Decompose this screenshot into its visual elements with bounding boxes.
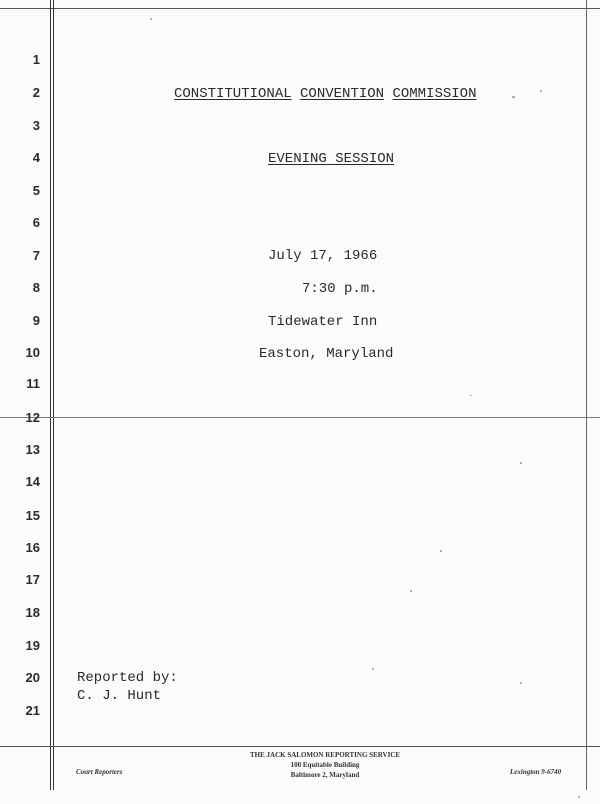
line-number: 17 [25, 572, 40, 587]
scan-speck [520, 462, 522, 464]
footer-phone: Lexington 9-6740 [510, 768, 562, 776]
top-rule [0, 8, 600, 9]
scan-speck [520, 682, 522, 684]
line-number: 16 [25, 540, 40, 555]
line-number: 4 [32, 150, 40, 165]
session-heading: EVENING SESSION [268, 151, 395, 167]
line-number: 11 [26, 376, 40, 391]
session-date: July 17, 1966 [268, 248, 378, 264]
title-word: COMMISSION [392, 86, 477, 102]
scan-speck [470, 395, 472, 396]
line-12-rule [0, 417, 600, 418]
line-number: 18 [25, 605, 40, 620]
scan-speck [512, 96, 515, 98]
line-number: 5 [32, 183, 40, 198]
document-title [174, 86, 476, 102]
line-number: 19 [25, 638, 40, 653]
line-number: 2 [32, 85, 40, 100]
line-number: 10 [25, 345, 40, 360]
line-number: 21 [25, 703, 40, 718]
scan-speck [372, 668, 374, 670]
scan-speck [440, 550, 442, 552]
reporter-name: C. J. Hunt [77, 688, 162, 704]
session-time: 7:30 p.m. [302, 281, 378, 297]
line-number: 1 [32, 52, 40, 67]
title-word: CONVENTION [300, 86, 385, 102]
right-margin-line [586, 0, 587, 790]
reported-by-label: Reported by: [77, 670, 178, 686]
left-margin-line-inner [53, 0, 54, 790]
scan-speck [578, 796, 580, 798]
line-number: 14 [25, 474, 40, 489]
scan-speck [410, 590, 412, 592]
line-number: 6 [32, 215, 40, 230]
line-number: 13 [25, 442, 40, 457]
line-number: 9 [32, 313, 40, 328]
scan-speck [150, 18, 152, 20]
left-margin-line [50, 0, 51, 790]
title-word: CONSTITUTIONAL [174, 86, 292, 102]
footer-company-block [230, 750, 420, 780]
line-number: 12 [25, 410, 40, 425]
venue-location: Easton, Maryland [259, 346, 394, 362]
footer-address-line: Baltimore 2, Maryland [290, 771, 360, 779]
venue-name: Tidewater Inn [268, 314, 378, 330]
bottom-rule [0, 746, 600, 747]
footer-court-reporters: Court Reporters [76, 768, 123, 776]
line-number: 20 [25, 670, 40, 685]
footer-address-line: 100 Equitable Building [290, 761, 360, 769]
line-number: 15 [25, 508, 40, 523]
footer-company-name: THE JACK SALOMON REPORTING SERVICE [249, 751, 401, 759]
line-number: 8 [32, 280, 40, 295]
scan-speck [540, 90, 542, 92]
line-number: 3 [32, 118, 40, 133]
line-number: 7 [32, 248, 40, 263]
